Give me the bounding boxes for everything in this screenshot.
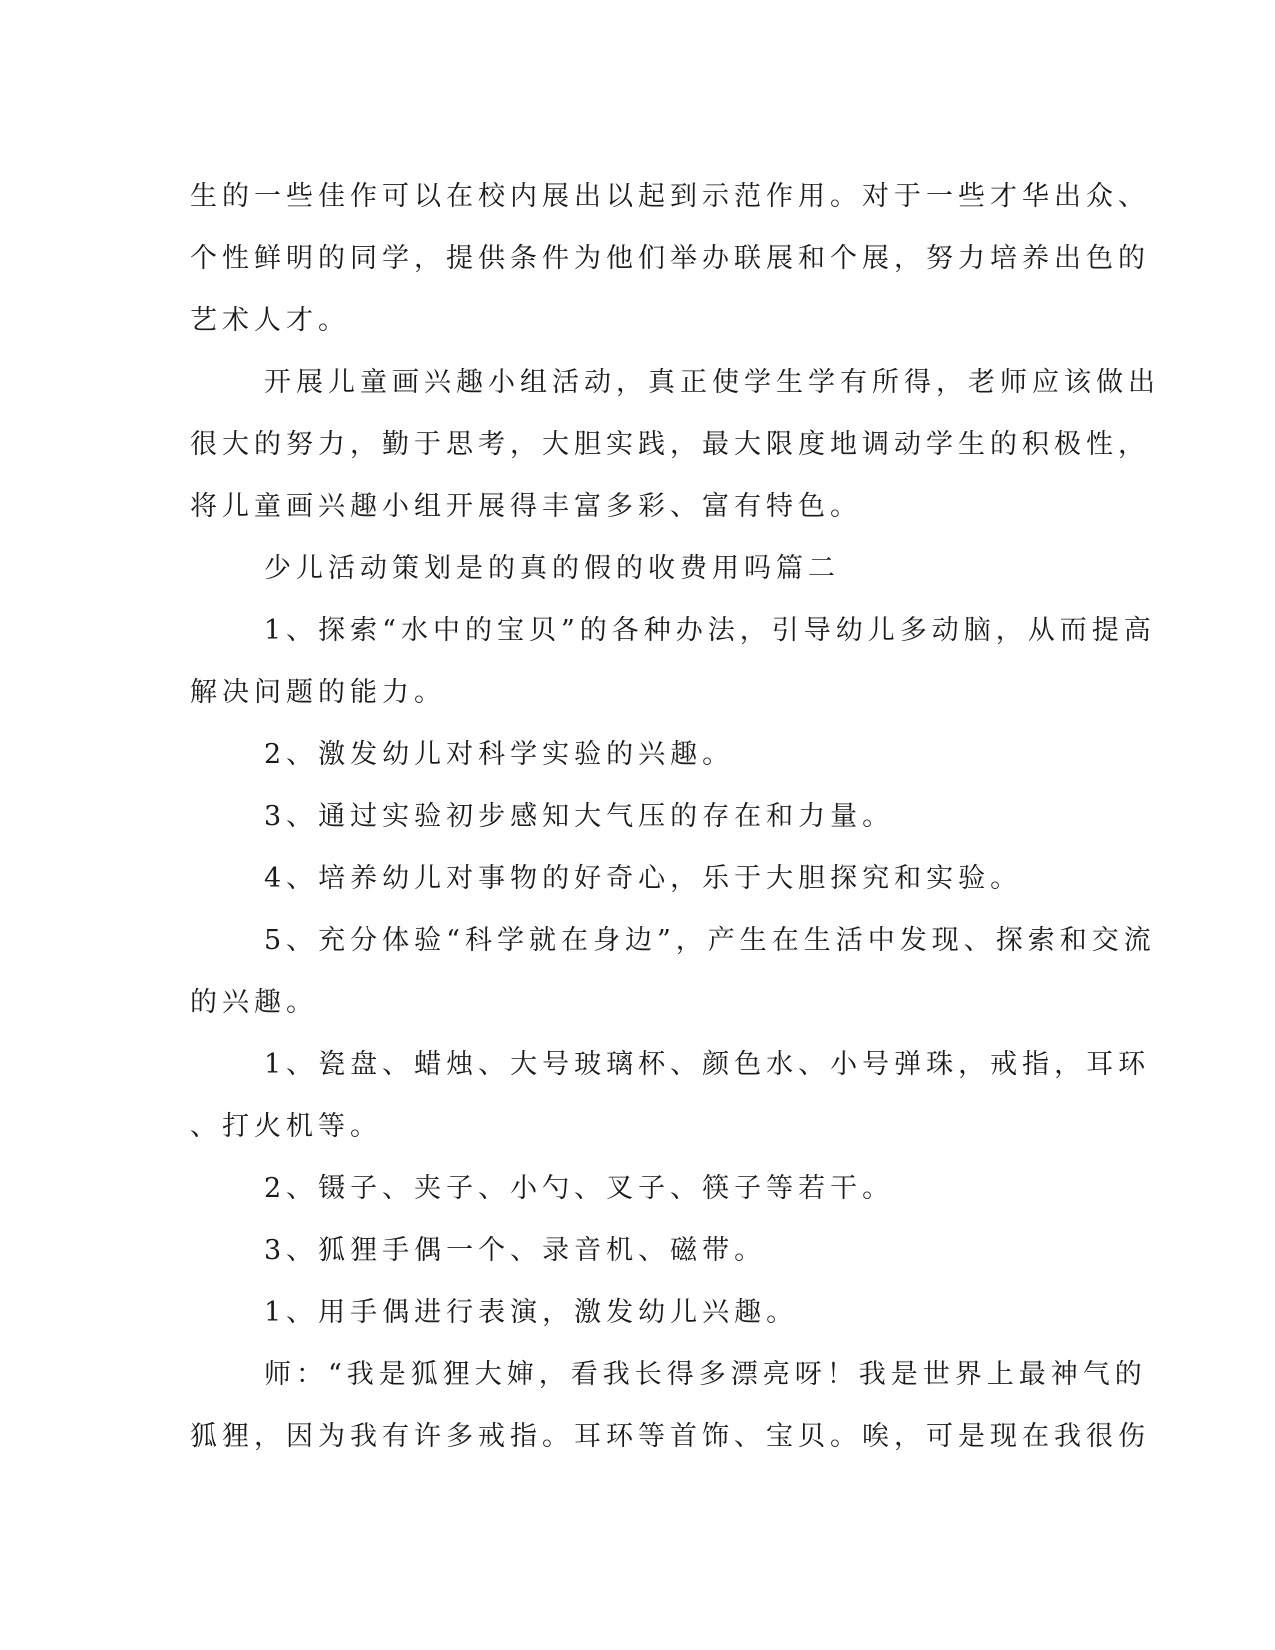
text-line: 艺术人才。 [190,305,350,336]
text-line: 开展儿童画兴趣小组活动，真正使学生学有所得，老师应该做出 [264,367,1160,398]
text-line: 3、通过实验初步感知大气压的存在和力量。 [264,801,895,832]
text-line: 2、激发幼儿对科学实验的兴趣。 [264,739,735,770]
text-line: 5、充分体验“科学就在身边”，产生在生活中发现、探索和交流 [264,925,1156,956]
text-line: 的兴趣。 [190,987,318,1018]
text-line: 4、培养幼儿对事物的好奇心，乐于大胆探究和实验。 [264,863,1023,894]
text-line: 1、探索“水中的宝贝”的各种办法，引导幼儿多动脑，从而提高 [264,615,1156,646]
text-line: 很大的努力，勤于思考，大胆实践，最大限度地调动学生的积极性， [190,429,1150,460]
text-line: 解决问题的能力。 [190,677,446,708]
text-line: 1、瓷盘、蜡烛、大号玻璃杯、颜色水、小号弹珠，戒指，耳环 [264,1049,1151,1080]
text-line: 狐狸，因为我有许多戒指。耳环等首饰、宝贝。唉，可是现在我很伤 [190,1421,1150,1452]
text-line: 3、狐狸手偶一个、录音机、磁带。 [264,1235,767,1266]
text-line: 师：“我是狐狸大婶，看我长得多漂亮呀！我是世界上最神气的 [264,1359,1147,1390]
text-line: 、打火机等。 [190,1111,382,1142]
body-text [190,166,1160,1468]
text-line: 生的一些佳作可以在校内展出以起到示范作用。对于一些才华出众、 [190,181,1150,212]
text-line: 2、镊子、夹子、小勺、叉子、筷子等若干。 [264,1173,895,1204]
text-line: 1、用手偶进行表演，激发幼儿兴趣。 [264,1297,799,1328]
section-heading: 少儿活动策划是的真的假的收费用吗篇二 [264,553,840,584]
text-line: 将儿童画兴趣小组开展得丰富多彩、富有特色。 [190,491,862,522]
text-line: 个性鲜明的同学，提供条件为他们举办联展和个展，努力培养出色的 [190,243,1150,274]
